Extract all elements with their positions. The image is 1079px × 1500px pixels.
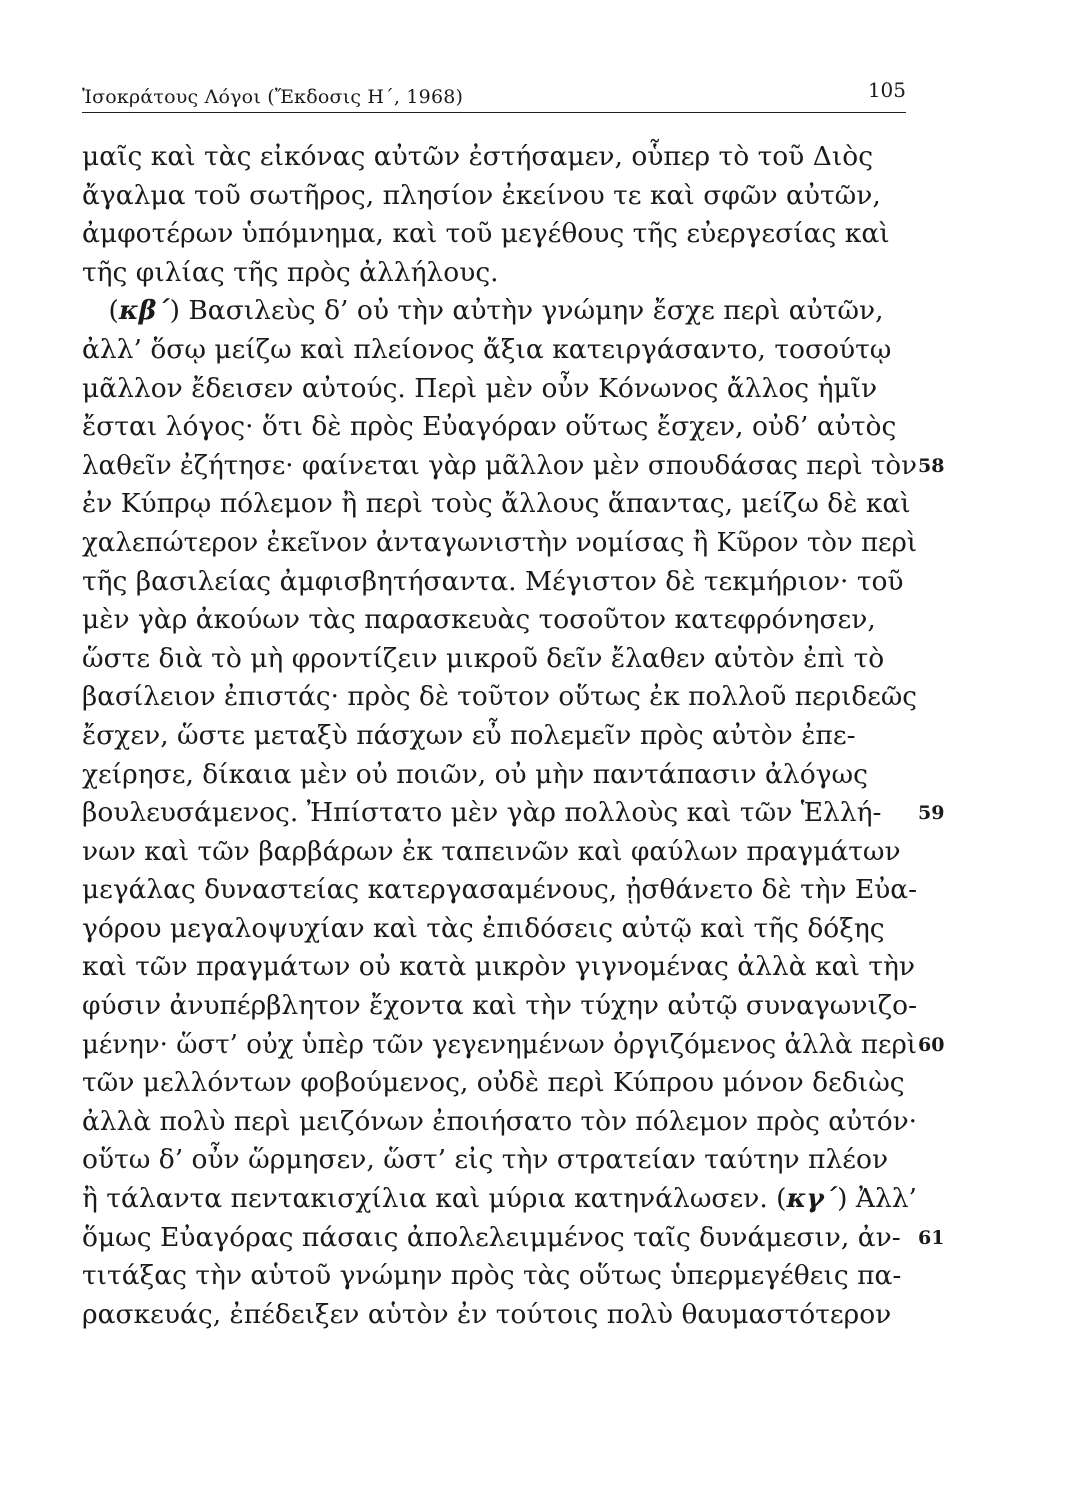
margin-section-number: 59 [918,802,945,825]
text-line: ρασκευάς, ἐπέδειξεν αὑτὸν ἐν τούτοις πολὺ θαυμαστότερον [82,1298,892,1330]
text-line: ὅμως Εὐαγόρας πάσαις ἀπολελειμμένος ταῖς δυνάμεσιν, ἀν- [82,1221,901,1253]
running-head-title: Ἰσοκράτους Λόγοι (Ἔκδοσις Η΄, 1968) [82,86,464,108]
text-line: νων καὶ τῶν βαρβάρων ἐκ ταπεινῶν καὶ φαύλων πραγμάτων [82,835,901,867]
text-line [82,1180,922,1219]
text-line: ἄγαλμα τοῦ σωτῆρος, πλησίον ἐκείνου τε καὶ σφῶν αὐτῶν, [82,179,881,211]
text-line: ἀμφοτέρων ὑπόμνημα, καὶ τοῦ μεγέθους τῆς εὐεργεσίας καὶ [82,218,890,250]
text-line: ἔσχεν, ὥστε μεταξὺ πάσχων εὖ πολεμεῖν πρὸς αὐτὸν ἐπε- [82,719,856,751]
text-line: καὶ τῶν πραγμάτων οὐ κατὰ μικρὸν γιγνομένας ἀλλὰ καὶ τὴν [82,951,915,983]
text-segment: ) Βασιλεὺς δ’ οὐ τὴν αὐτὴν γνώμην ἔσχε περὶ αὐτῶν, [169,295,884,327]
text-line: φύσιν ἀνυπέρβλητον ἔχοντα καὶ τὴν τύχην αὐτῷ συναγωνιζο- [82,990,918,1022]
text-line: βασίλειον ἐπιστάς· πρὸς δὲ τοῦτον οὕτως ἐκ πολλοῦ περιδεῶς [82,681,918,713]
text-line: βουλευσάμενος. Ἠπίστατο μὲν γὰρ πολλοὺς καὶ τῶν Ἑλλή- [82,797,882,829]
text-line: τῶν μελλόντων φοβούμενος, οὐδὲ περὶ Κύπρου μόνον δεδιὼς [82,1067,905,1099]
text-line: ἀλλὰ πολὺ περὶ μειζόνων ἐποιήσατο τὸν πόλεμον πρὸς αὐτόν· [82,1105,918,1137]
text-line: μαῖς καὶ τὰς εἰκόνας αὐτῶν ἐστήσαμεν, οὗπερ τὸ τοῦ Διὸς [82,141,874,172]
text-line: λαθεῖν ἐζήτησε· φαίνεται γὰρ μᾶλλον μὲν σπουδάσας περὶ τὸν [82,449,918,481]
text-line: ὥστε διὰ τὸ μὴ φροντίζειν μικροῦ δεῖν ἔλαθεν αὐτὸν ἐπὶ τὸ [82,642,885,674]
text-line [82,292,922,331]
margin-section-number: 60 [918,1033,945,1056]
text-line: ἐν Κύπρῳ πόλεμον ἢ περὶ τοὺς ἄλλους ἅπαντας, μείζω δὲ καὶ [82,488,911,520]
margin-section-number: 58 [918,454,945,477]
text-line: μᾶλλον ἔδεισεν αὐτούς. Περὶ μὲν οὖν Κόνωνος ἄλλος ἡμῖν [82,372,878,404]
text-line: χείρησε, δίκαια μὲν οὐ ποιῶν, οὐ μὴν παντάπασιν ἀλόγως [82,758,868,790]
text-line: ἀλλ’ ὅσῳ μείζω καὶ πλείονος ἄξια κατειργάσαντο, τοσούτῳ [82,333,892,365]
text-line: μεγάλας δυναστείας κατεργασαμένους, ᾐσθάνετο δὲ τὴν Εὐα- [82,874,918,906]
text-line: χαλεπώτερον ἐκεῖνον ἀνταγωνιστὴν νομίσας ἢ Κῦρον τὸν περὶ [82,526,918,558]
chapter-marker: κβ΄ [118,295,170,327]
text-line: μὲν γὰρ ἀκούων τὰς παρασκευὰς τοσοῦτον κατεφρόνησεν, [82,604,876,636]
text-line: οὕτω δ’ οὖν ὥρμησεν, ὥστ’ εἰς τὴν στρατείαν ταύτην πλέον [82,1144,889,1176]
text-line: γόρου μεγαλοψυχίαν καὶ τὰς ἐπιδόσεις αὐτῷ καὶ τῆς δόξης [82,912,885,944]
body-text [82,138,922,1334]
text-segment: ἢ τάλαντα πεντακισχίλια καὶ μύρια κατηνάλωσεν. ( [82,1183,787,1215]
chapter-marker: κγ΄ [786,1183,838,1215]
margin-section-number: 61 [918,1226,945,1249]
text-segment: ( [82,295,119,327]
text-line: ἔσται λόγος· ὅτι δὲ πρὸς Εὐαγόραν οὕτως ἔσχεν, οὐδ’ αὐτὸς [82,411,897,443]
running-head [82,78,906,113]
page-number: 105 [867,78,906,102]
text-line: μένην· ὥστ’ οὐχ ὑπὲρ τῶν γεγενημένων ὀργιζόμενος ἀλλὰ περὶ [82,1028,918,1060]
text-line: τῆς φιλίας τῆς πρὸς ἀλλήλους. [82,256,499,288]
text-line: τιτάξας τὴν αὑτοῦ γνώμην πρὸς τὰς οὕτως ὑπερμεγέθεις πα- [82,1260,902,1292]
text-segment: ) Ἀλλ’ [837,1183,917,1215]
text-line: τῆς βασιλείας ἀμφισβητήσαντα. Μέγιστον δὲ τεκμήριον· τοῦ [82,565,904,597]
